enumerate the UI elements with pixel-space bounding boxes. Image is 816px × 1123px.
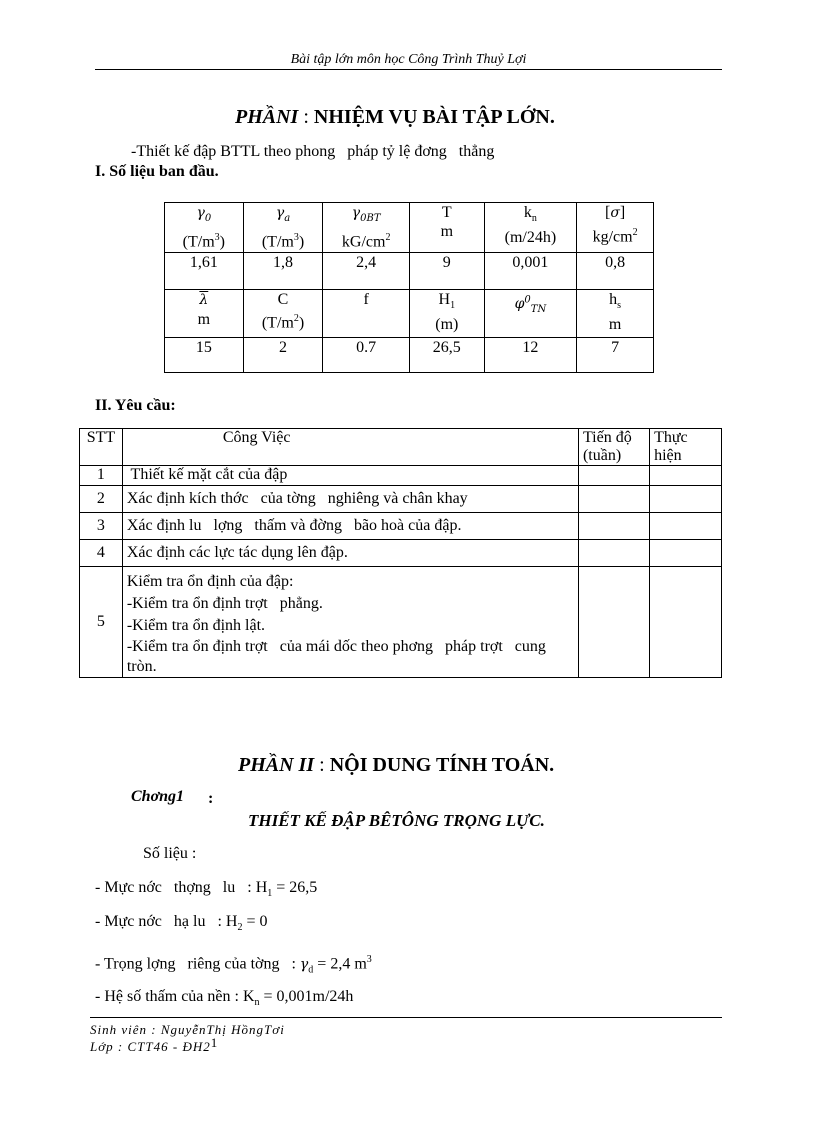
task-line: -Kiểm tra ổn định trợt phẳng. [126,595,323,612]
part2-sep: : [314,754,330,776]
table1-value-row-1 [165,253,654,290]
row-task: Xác định lu lợng thấm và đờng bão hoà của đập. [122,513,578,540]
cell-hs: $h_s$ m [577,290,654,338]
section1-heading: I. Số liệu ban đầu. [95,163,219,180]
value-cell: 9 [410,253,485,290]
chapter-sep: : [208,790,214,807]
item-unit-weight: - Trọng lợng riêng của tờng : $\gamma_d = 2,4$ $m^3$ [95,954,372,976]
cell-C: C $(T/m^2)$ [243,290,323,338]
footer-divider [90,1017,722,1018]
cell-lambda: $\overline{\lambda}$ m [165,290,244,338]
table-row [80,486,722,513]
task-line: -Kiểm tra ổn định trợt của mái dốc theo phơng pháp trợt cung tròn. [126,638,550,675]
cell-H1: $H_1$ (m) [410,290,485,338]
row-task: Thiết kế mặt cắt của đập [122,466,578,486]
cell-gamma-a: $\gamma_a$ $(T/m^3)$ [243,203,323,253]
row-stt: 3 [80,513,123,540]
row-progress [578,486,649,513]
row-stt: 1 [80,466,123,486]
table-row [80,466,722,486]
requirements-table [79,428,722,678]
value-cell: 7 [577,338,654,373]
row-progress [578,513,649,540]
table-row [80,513,722,540]
row-task [122,567,578,678]
value-cell: 2 [243,338,323,373]
footer-student: Sinh viên : NguyễnThị HồngTơi [90,1022,285,1037]
row-done [650,466,722,486]
table-row [80,567,722,678]
header-done: Thực hiện [650,429,722,466]
part2-title: NỘI DUNG TÍNH TOÁN. [329,754,555,776]
row-done [650,540,722,567]
chapter-label: Chơng1 [131,788,185,805]
row-stt: 5 [80,567,123,678]
row-task: Xác định kích thớc của tờng nghiêng và chân khay [122,486,578,513]
value-cell: 26,5 [410,338,485,373]
value-cell: 0.7 [323,338,410,373]
row-progress [578,466,649,486]
value-cell: 0,8 [577,253,654,290]
cell-gamma0: $\gamma_0$ $(T/m^3)$ [165,203,244,253]
part1-sep: : [298,106,314,128]
chapter-title: THIẾT KẾ ĐẬP BÊTÔNG TRỌNG LỰC. [248,811,545,830]
part1-label: PHẦNI [235,106,299,128]
item-upstream-level: - Mực nớc thợng lu : $H_1 = 26,5$ [95,879,318,900]
data-label: Số liệu : [143,845,197,862]
row-done [650,513,722,540]
value-cell: 1,61 [165,253,244,290]
value-cell: 0,001 [484,253,577,290]
footer [90,1021,285,1055]
value-cell: 12 [484,338,577,373]
cell-T: T m [410,203,485,253]
table1-header-row-1 [165,203,654,253]
page-header: Bài tập lớn môn học Công Trình Thuỷ Lợi [95,52,722,70]
cell-kn: $k_n$ (m/24h) [484,203,577,253]
value-cell: 1,8 [243,253,323,290]
cell-gamma0bt: $\gamma_{0BT}$ $kG/cm^2$ [323,203,410,253]
row-task: Xác định các lực tác dụng lên đập. [122,540,578,567]
task-line: Kiểm tra ổn định của đập: [126,573,294,590]
section2-heading: II. Yêu cầu: [95,397,176,414]
row-progress [578,540,649,567]
value-cell: 15 [165,338,244,373]
header-stt: STT [80,429,123,466]
table1-header-row-2 [165,290,654,338]
cell-phi: $\varphi^0_{TN}$ [484,290,577,338]
task-line: -Kiểm tra ổn định lật. [126,617,266,634]
value-cell: 2,4 [323,253,410,290]
item-permeability: - Hệ số thấm của nền : $K_n = 0,001m/24h$ [95,988,354,1009]
row-done [650,486,722,513]
intro-text: -Thiết kế đập BTTL theo phong pháp tỷ lệ đơng thẳng [131,143,495,160]
table2-header-row [80,429,722,466]
cell-sigma: [σ] $kg/cm^2$ [577,203,654,253]
row-done [650,567,722,678]
part2-label: PHẦN II [238,754,315,776]
header-task: Công Việc [122,429,578,466]
footer-class: Lớp : CTT46 - ĐH2 [90,1039,211,1054]
row-stt: 2 [80,486,123,513]
part1-title: NHIỆM VỤ BÀI TẬP LỚN. [313,106,555,128]
cell-f: f [323,290,410,338]
part2-heading [238,754,554,777]
item-downstream-level: - Mực nớc hạ lu : $H_2 = 0$ [95,913,268,934]
table-row [80,540,722,567]
header-progress: Tiến độ (tuần) [578,429,649,466]
page-number: 1 [210,1035,219,1050]
table1-value-row-2 [165,338,654,373]
input-data-table [164,202,654,373]
row-stt: 4 [80,540,123,567]
part1-heading [235,106,555,129]
row-progress [578,567,649,678]
